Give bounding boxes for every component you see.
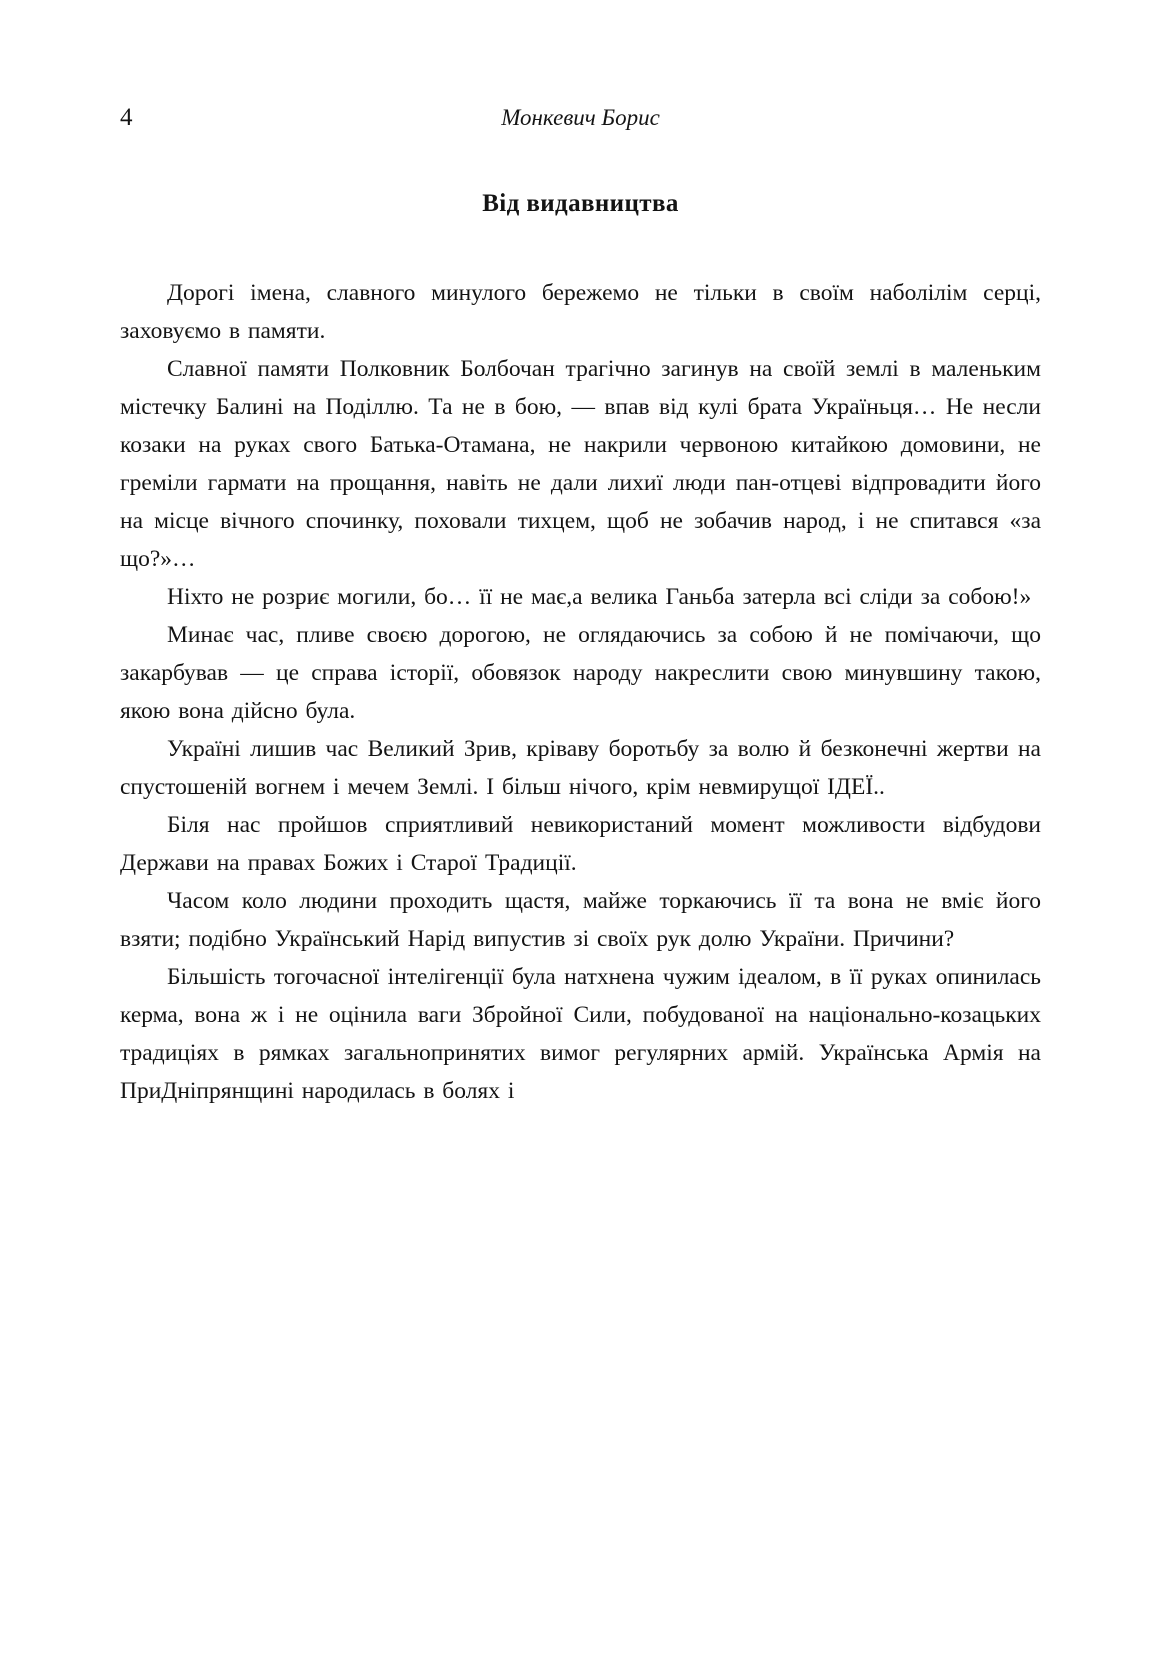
paragraph: Ніхто не розриє могили, бо… її не має,а велика Ганьба затерла всі сліди за собою!»: [167, 584, 1032, 610]
body-text: [120, 274, 1041, 1110]
paragraph: Дорогі імена, славного минулого бережемо не тільки в своїм наболілім серці, заховуємо в памяти.: [120, 280, 1041, 344]
page-number: 4: [120, 104, 133, 131]
paragraph: Біля нас пройшов сприятливий невикористаний момент можливости відбудови Держави на правах Божих і Старої Традиції.: [120, 812, 1041, 876]
section-title: Від видавництва: [482, 190, 679, 217]
page-header: [120, 103, 1041, 137]
paragraph: Минає час, пливе своєю дорогою, не оглядаючись за собою й не помічаючи, що закарбував — це справа історії, обовязок народу накреслити свою минувшину такою, якою вона дійсно була.: [120, 622, 1041, 724]
running-head: Монкевич Борис: [501, 105, 660, 130]
paragraph: Часом коло людини проходить щастя, майже торкаючись її та вона не вміє його взяти; подібно Український Нарід випустив зі своїх рук долю України. Причини?: [120, 888, 1041, 952]
page-content: [120, 103, 1041, 1110]
paragraph: Україні лишив час Великий Зрив, кріваву боротьбу за волю й безконечні жертви на спустошеній вогнем і мечем Землі. І більш нічого, крім невмирущої ІДЕЇ..: [120, 736, 1041, 800]
paragraph: Славної памяти Полковник Болбочан трагічно загинув на своїй землі в маленьким містечку Балині на Поділлю. Та не в бою, — впав від кулі брата Україньця… Не несли козаки на руках свого Батька-Отамана, не накрили червоною китайкою домовини, не греміли гармати на прощання, навіть не дали лихиї люди пан-отцеві відпровадити його на місце вічного спочинку, поховали тихцем, щоб не зобачив народ, і не спитався «за що?»…: [120, 356, 1041, 572]
paragraph: Більшість тогочасної інтелігенції була натхнена чужим ідеалом, в її руках опинилась керма, вона ж і не оцінила ваги Збройної Сили, побудованої на національно-козацьких традиціях в рямках загальнопринятих вимог регулярних армій. Українська Армія на ПриДніпрянщині народилась в болях і: [120, 964, 1041, 1104]
